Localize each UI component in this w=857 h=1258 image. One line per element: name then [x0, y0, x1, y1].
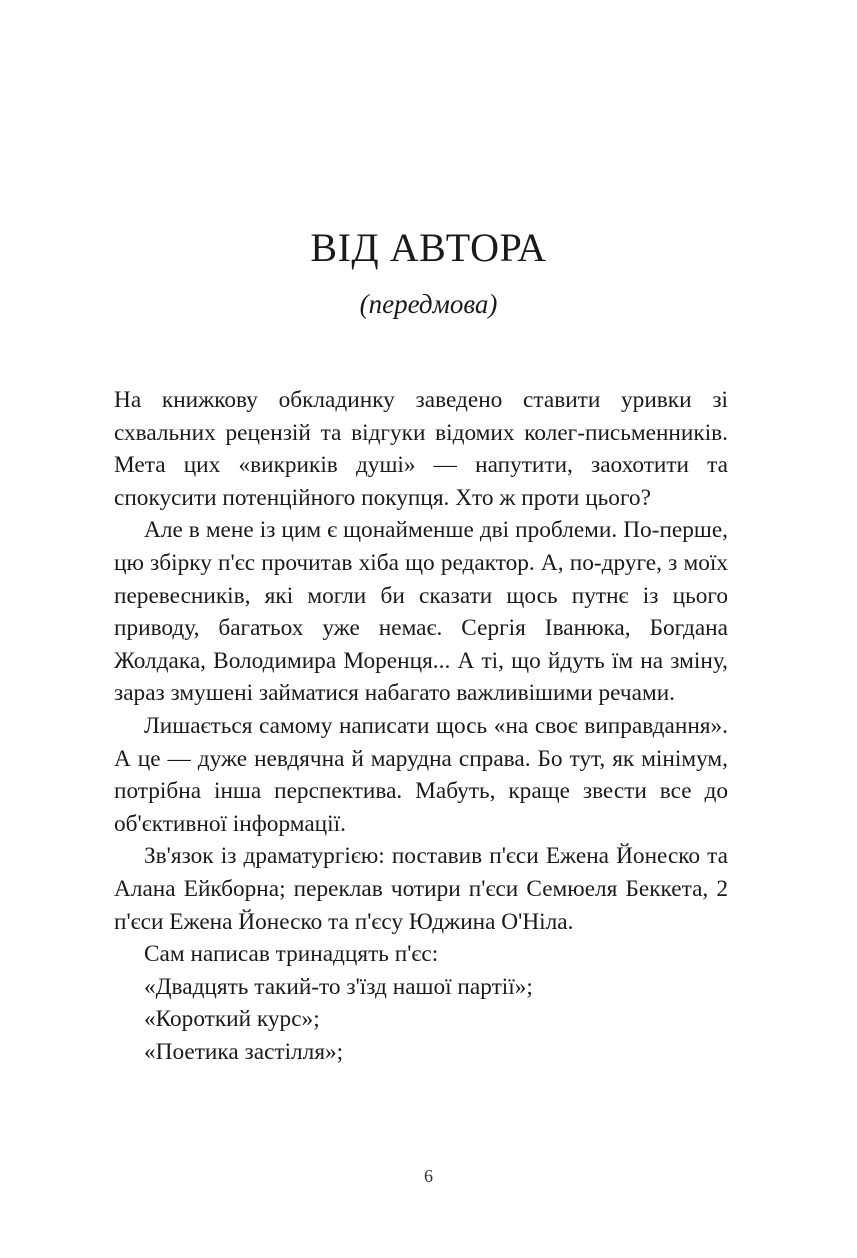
preface-text — [114, 384, 728, 1068]
paragraph-4: Зв'язок із драматургією: поставив п'єси Ежена Йонеско та Алана Ейкборна; переклав чотири п'єси Семюеля Беккета, 2 п'єси Ежена Йонеско та п'єсу Юджина О'Ніла. — [114, 843, 728, 935]
paragraph-5: Сам написав тринадцять п'єс: — [144, 941, 439, 968]
paragraph-1: На книжкову обкладинку заведено ставити уривки зі схвальних рецензій та відгуки відомих колег-письменників. Мета цих «викриків душі» — напутити, заохотити та спокусити потенційного покупця. Хто ж проти цього? — [114, 387, 728, 511]
paragraph-3: Лишається самому написати щось «на своє виправдання». А це — дуже невдячна й марудна справа. Бо тут, як мінімум, потрібна інша перспектива. Мабуть, краще звести все до об'єктивної інформації. — [114, 712, 728, 837]
play-list-item: «Короткий курс»; — [144, 1006, 320, 1033]
page-number: 6 — [424, 1166, 433, 1186]
page-title: ВІД АВТОРА — [310, 225, 547, 270]
paragraph-2: Але в мене із цим є щонайменше дві проблеми. По-перше, цю збірку п'єс прочитав хіба що редактор. А, по-друге, з моїх перевесників, які могли би сказати щось путнє із цього приводу, багатьох уже немає. Сергія Іванюка, Богдана Жолдака, Володимира Моренця... А ті, що йдуть їм на зміну, зараз змушені займатися набагато важливішими речами. — [114, 517, 728, 707]
page-subtitle: (передмова) — [359, 289, 498, 319]
play-list-item: «Поетика застілля»; — [144, 1038, 344, 1065]
play-list-item: «Двадцять такий-то з'їзд нашої партії»; — [144, 973, 533, 1000]
